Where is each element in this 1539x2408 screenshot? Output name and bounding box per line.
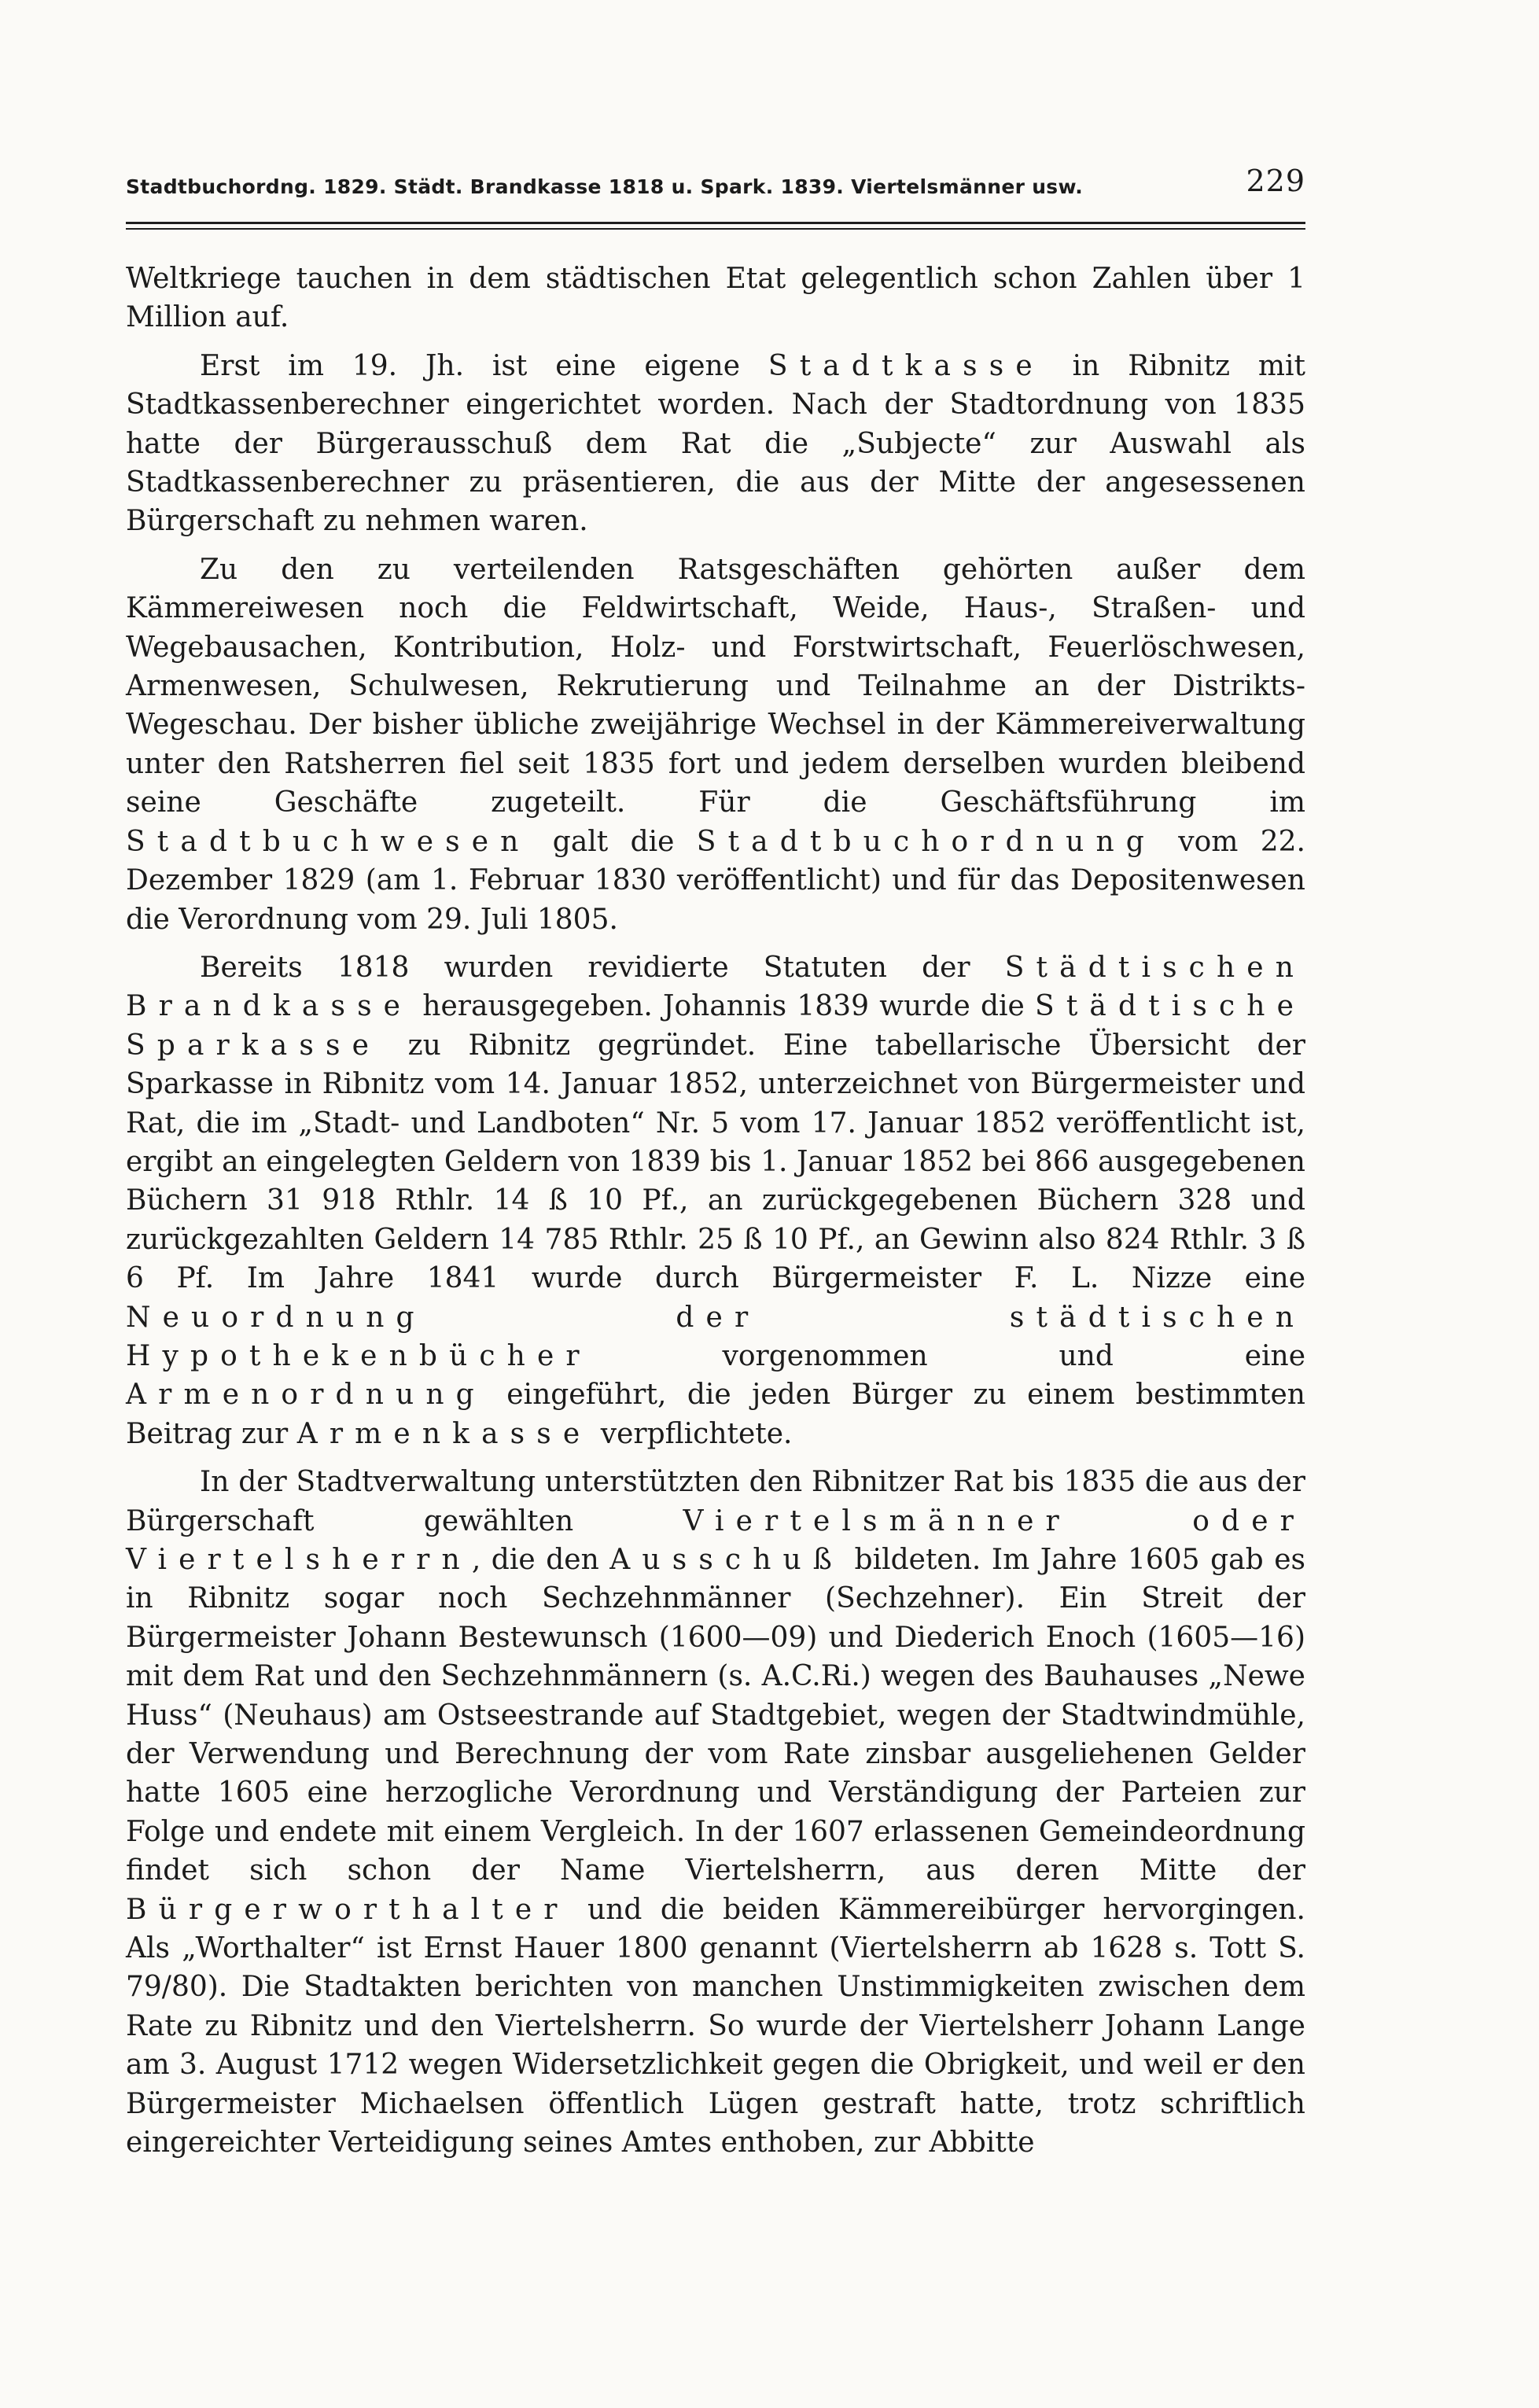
spaced-term: Städtischen Brandkasse [126, 951, 1305, 1023]
paragraph-5 [126, 1463, 1305, 2162]
spaced-term: Bürgerworthalter [126, 1893, 569, 1926]
text-segment: Zu den zu verteilenden Ratsgeschäften gehörten außer dem Kämmereiwesen noch die Feldwirtschaft, Weide, Haus-, Straßen- und Wegebausachen, Kontribution, Holz- und Forstwirtschaft, Feuerlöschwesen, Armenwesen, Schulwesen, Rekrutierung und Teilnahme an der Distrikts-Wegeschau. Der bisher übliche zweijährige Wechsel in der Kämmereiverwaltung unter den Ratsherren fiel seit 1835 fort und jedem derselben wurden bleibend seine Geschäfte zugeteilt. Für die Geschäftsführung im [126, 553, 1305, 819]
spaced-term: Viertelsmänner oder Viertelsherrn [126, 1504, 1306, 1576]
spaced-term: Ausschuß [609, 1544, 844, 1576]
text-segment: , die den [471, 1544, 610, 1576]
text-segment: Bereits 1818 wurden revidierte Statuten der [200, 951, 1005, 984]
paragraph-2 [126, 347, 1305, 541]
text-segment: galt die [530, 825, 697, 858]
text-segment: Weltkriege tauchen in dem städtischen Etat gelegentlich schon Zahlen über 1 Million auf. [126, 263, 1305, 334]
text-segment: und die beiden Kämmereibürger hervorgingen. Als „Worthalter“ ist Ernst Hauer 1800 genannt (Viertelsherrn ab 1628 s. Tott S. 79/80). Die Stadtakten berichten von manchen Unstimmigkeiten zwischen dem Rate zu Ribnitz und den Viertelsherrn. So wurde der Viertelsherr Johann Lange am 3. August 1712 wegen Widersetzlichkeit gegen die Obrigkeit, und weil er den Bürgermeister Michaelsen öffentlich Lügen gestraft hatte, trotz schriftlich eingereichter Verteidigung seines Amtes enthoben, zur Abbitte [126, 1893, 1305, 2159]
spaced-term: Armenordnung [126, 1379, 486, 1412]
spaced-term: Stadtbuchordnung [696, 825, 1156, 858]
paragraph-4 [126, 948, 1305, 1453]
text-segment: zu Ribnitz gegründet. Eine tabellarische Übersicht der Sparkasse in Ribnitz vom 14. Januar 1852, unterzeichnet von Bürgermeister und Rat, die im „Stadt- und Landboten“ Nr. 5 vom 17. Januar 1852 veröffentlicht ist, ergibt an eingelegten Geldern von 1839 bis 1. Januar 1852 bei 866 ausgegebenen Büchern 31 918 Rthlr. 14 ß 10 Pf., an zurückgegebenen Büchern 328 und zurückgezahlten Geldern 14 785 Rthlr. 25 ß 10 Pf., an Gewinn also 824 Rthlr. 3 ß 6 Pf. Im Jahre 1841 wurde durch Bürgermeister F. L. Nizze eine [126, 1029, 1305, 1295]
running-head [126, 164, 1305, 198]
text-segment: verpflichtete. [591, 1417, 793, 1450]
spaced-term: Armenkasse [296, 1417, 592, 1450]
body-text [126, 260, 1305, 2314]
header-rule-bottom [126, 228, 1305, 230]
running-title: Stadtbuchordng. 1829. Städt. Brandkasse 1818 u. Spark. 1839. Viertelsmänner usw. [126, 175, 1084, 198]
spaced-term: Stadtbuchwesen [126, 825, 531, 858]
paragraph-1 [126, 260, 1305, 337]
paragraph-3 [126, 550, 1305, 939]
spaced-term: Neuordnung der städtischen Hypothekenbücher [126, 1301, 1305, 1372]
header-rule-top [126, 222, 1305, 224]
text-segment: eingeführt, die jeden Bürger zu einem bestimmten Beitrag zur [126, 1379, 1305, 1450]
text-segment: In der Stadtverwaltung unterstützten den Ribnitzer Rat bis 1835 die aus der Bürgerschaft gewählten [126, 1466, 1305, 1537]
text-segment: in Ribnitz mit Stadtkassenberechner eingerichtet worden. Nach der Stadtordnung von 1835 hatte der Bürgerausschuß dem Rat die „Subjecte“ zur Auswahl als Stadtkassenberechner zu präsentieren, die aus der Mitte der angesessenen Bürgerschaft zu nehmen waren. [126, 349, 1305, 538]
spaced-term: Städtische Sparkasse [126, 990, 1305, 1062]
spaced-term: Stadtkasse [768, 349, 1044, 382]
text-segment: vorgenommen und eine [591, 1339, 1305, 1372]
text-segment: bildeten. Im Jahre 1605 gab es in Ribnitz sogar noch Sechzehnmänner (Sechzehner). Ein Streit der Bürgermeister Johann Bestewunsch (1600—09) und Diederich Enoch (1605—16) mit dem Rat und den Sechzehnmännern (s. A.C.Ri.) wegen des Bauhauses „Newe Huss“ (Neuhaus) am Ostseestrande auf Stadtgebiet, wegen der Stadtwindmühle, der Verwendung und Berechnung der vom Rate zinsbar ausgeliehenen Gelder hatte 1605 eine herzogliche Verordnung und Verständigung der Parteien zur Folge und endete mit einem Vergleich. In der 1607 erlassenen Gemeindeordnung findet sich schon der Name Viertelsherrn, aus deren Mitte der [126, 1544, 1305, 1887]
text-segment: vom 22. Dezember 1829 (am 1. Februar 1830 veröffentlicht) und für das Depositenwesen die Verordnung vom 29. Juli 1805. [126, 825, 1305, 936]
text-segment: herausgegeben. Johannis 1839 wurde die [412, 990, 1036, 1023]
text-segment: Erst im 19. Jh. ist eine eigene [200, 349, 768, 382]
page-number: 229 [1246, 164, 1305, 198]
